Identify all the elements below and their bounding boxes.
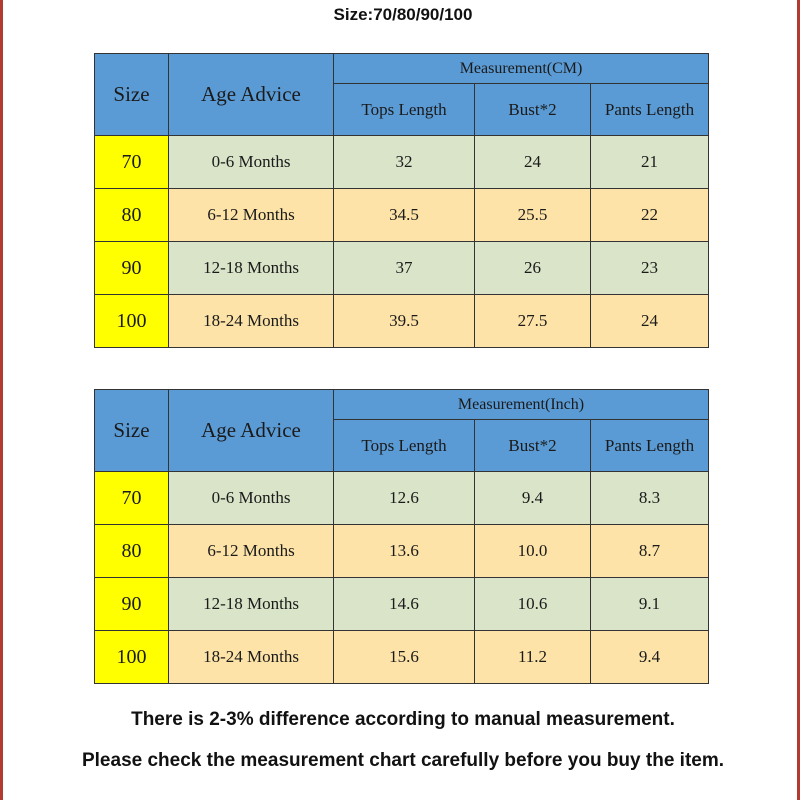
check-chart-note: Please check the measurement chart carefully before you buy the item.: [81, 750, 725, 771]
table-row: [95, 295, 709, 348]
tops-cell: 15.6: [334, 631, 475, 684]
age-cell: 6-12 Months: [169, 525, 334, 578]
pants-cell: 8.3: [591, 472, 709, 525]
table-row: [95, 136, 709, 189]
size-cell: 70: [95, 136, 169, 189]
tops-cell: 14.6: [334, 578, 475, 631]
bust-cell: 26: [475, 242, 591, 295]
header-age-advice: Age Advice: [169, 390, 334, 472]
size-cell: 100: [95, 295, 169, 348]
bust-cell: 9.4: [475, 472, 591, 525]
tops-cell: 37: [334, 242, 475, 295]
page-title: Size:70/80/90/100: [333, 5, 473, 24]
size-chart-cm: [94, 53, 709, 348]
age-cell: 0-6 Months: [169, 472, 334, 525]
header-bust: Bust*2: [475, 84, 591, 136]
tops-cell: 13.6: [334, 525, 475, 578]
age-cell: 0-6 Months: [169, 136, 334, 189]
pants-cell: 9.1: [591, 578, 709, 631]
tops-cell: 39.5: [334, 295, 475, 348]
header-tops-length: Tops Length: [334, 420, 475, 472]
header-measurement: Measurement(Inch): [334, 390, 709, 420]
age-cell: 6-12 Months: [169, 189, 334, 242]
header-measurement: Measurement(CM): [334, 54, 709, 84]
header-pants-length: Pants Length: [591, 420, 709, 472]
bust-cell: 10.6: [475, 578, 591, 631]
age-cell: 12-18 Months: [169, 578, 334, 631]
size-chart-inch: [94, 389, 709, 684]
pants-cell: 21: [591, 136, 709, 189]
tops-cell: 34.5: [334, 189, 475, 242]
age-cell: 12-18 Months: [169, 242, 334, 295]
size-cell: 100: [95, 631, 169, 684]
header-age-advice: Age Advice: [169, 54, 334, 136]
table-row: [95, 189, 709, 242]
header-bust: Bust*2: [475, 420, 591, 472]
size-cell: 80: [95, 525, 169, 578]
age-cell: 18-24 Months: [169, 295, 334, 348]
size-cell: 90: [95, 578, 169, 631]
age-cell: 18-24 Months: [169, 631, 334, 684]
size-cell: 80: [95, 189, 169, 242]
size-cell: 70: [95, 472, 169, 525]
header-size: Size: [95, 390, 169, 472]
header-size: Size: [95, 54, 169, 136]
header-pants-length: Pants Length: [591, 84, 709, 136]
bust-cell: 25.5: [475, 189, 591, 242]
tops-cell: 12.6: [334, 472, 475, 525]
bust-cell: 27.5: [475, 295, 591, 348]
pants-cell: 22: [591, 189, 709, 242]
size-cell: 90: [95, 242, 169, 295]
header-tops-length: Tops Length: [334, 84, 475, 136]
bust-cell: 24: [475, 136, 591, 189]
table-row: [95, 578, 709, 631]
table-row: [95, 631, 709, 684]
bust-cell: 10.0: [475, 525, 591, 578]
table-row: [95, 242, 709, 295]
measurement-note: There is 2-3% difference according to manual measurement.: [131, 709, 675, 730]
table-row: [95, 472, 709, 525]
table-row: [95, 525, 709, 578]
bust-cell: 11.2: [475, 631, 591, 684]
pants-cell: 23: [591, 242, 709, 295]
pants-cell: 9.4: [591, 631, 709, 684]
pants-cell: 24: [591, 295, 709, 348]
tops-cell: 32: [334, 136, 475, 189]
pants-cell: 8.7: [591, 525, 709, 578]
